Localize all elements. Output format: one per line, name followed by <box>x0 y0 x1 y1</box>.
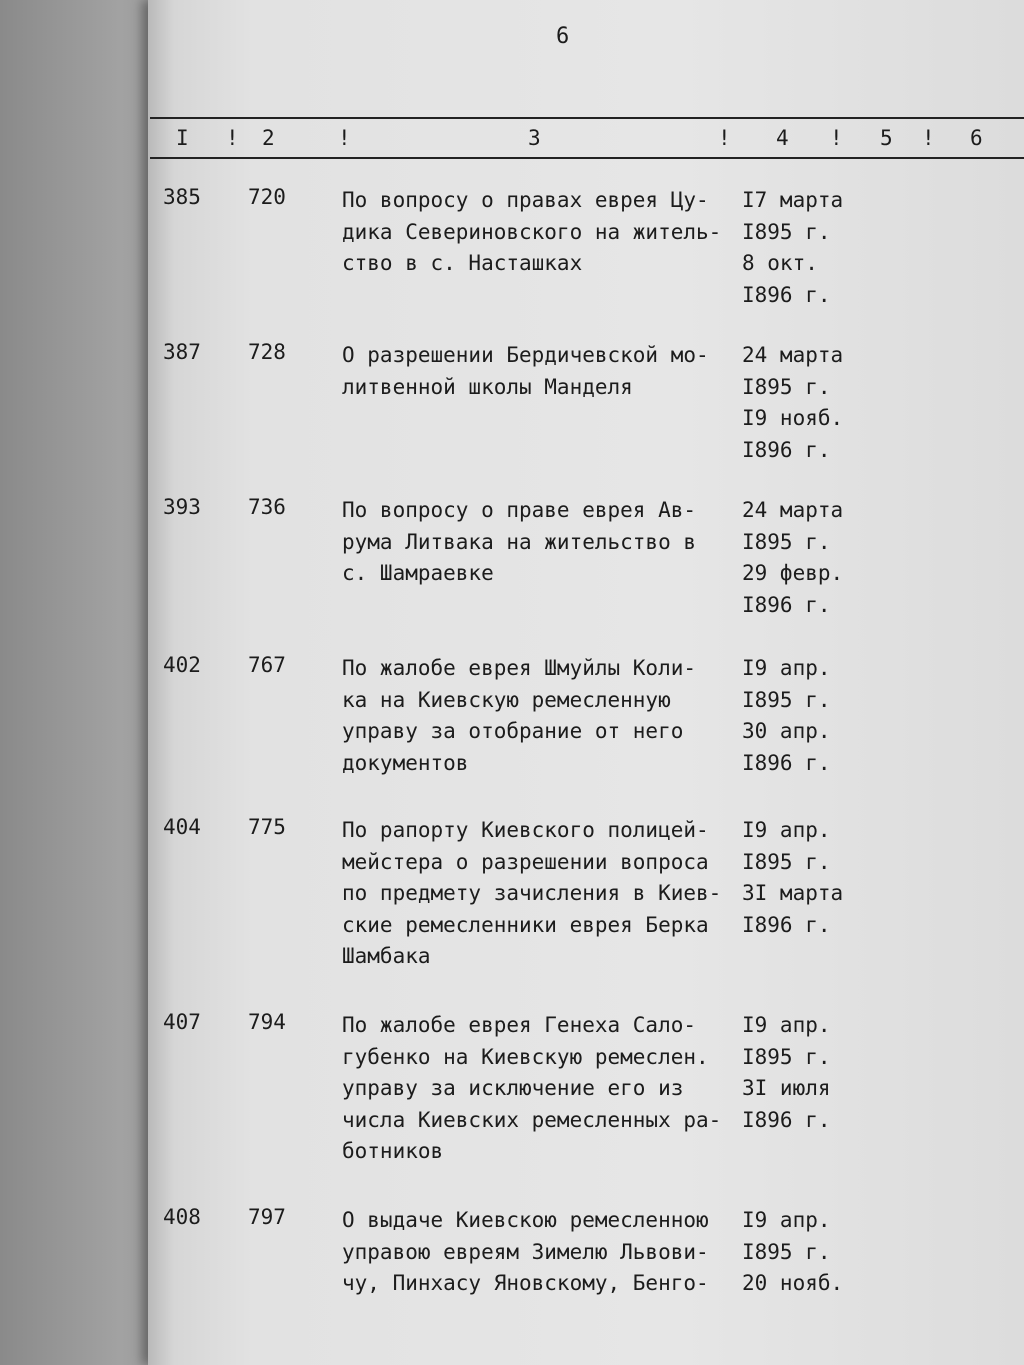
case-number: 728 <box>248 340 286 364</box>
header-column-4: 4 <box>776 126 789 150</box>
case-dates <box>742 815 862 941</box>
description-line: По жалобе еврея Шмуйлы Коли- <box>342 656 697 680</box>
date-line: I9 апр. <box>742 818 831 842</box>
description-line: документов <box>342 750 469 775</box>
date-line: I895 г. <box>742 687 831 712</box>
description-line: управу за исключение его из <box>342 1076 684 1100</box>
case-number: 775 <box>248 815 286 839</box>
date-line: 3I июля <box>742 1076 831 1100</box>
date-line: I896 г. <box>742 592 831 617</box>
case-dates <box>742 1010 862 1136</box>
date-line: I895 г. <box>742 1239 831 1264</box>
date-line: I896 г. <box>742 912 831 937</box>
case-description <box>342 653 742 779</box>
description-line: управу за отобрание от него <box>342 719 684 743</box>
header-separator: ! <box>718 126 731 150</box>
description-line: литвенной школы Манделя <box>342 374 633 399</box>
description-line: дика Севериновского на житель- <box>342 219 722 244</box>
description-line: рума Литвака на жительство в <box>342 529 697 554</box>
row-number: 402 <box>163 653 201 677</box>
description-line: с. Шамраевке <box>342 561 494 585</box>
header-separator: ! <box>830 126 843 150</box>
header-column-2: 2 <box>262 126 275 150</box>
row-number: 408 <box>163 1205 201 1229</box>
header-column-I: I <box>176 126 189 150</box>
case-description <box>342 185 742 280</box>
case-number: 797 <box>248 1205 286 1229</box>
date-line: I895 г. <box>742 1044 831 1069</box>
case-dates <box>742 185 862 311</box>
case-number: 767 <box>248 653 286 677</box>
description-line: ство в с. Насташках <box>342 251 583 275</box>
header-top-rule <box>150 117 1024 119</box>
case-dates <box>742 653 862 779</box>
date-line: 24 марта <box>742 498 844 522</box>
header-separator: ! <box>226 126 239 150</box>
row-number: 404 <box>163 815 201 839</box>
date-line: I9 нояб. <box>742 406 844 430</box>
date-line: I9 апр. <box>742 1013 831 1037</box>
date-line: I9 апр. <box>742 1208 831 1232</box>
description-line: По вопросу о правах еврея Цу- <box>342 188 709 212</box>
description-line: губенко на Киевскую ремеслен. <box>342 1044 709 1069</box>
description-line: По жалобе еврея Генеха Сало- <box>342 1013 697 1037</box>
description-line: О выдаче Киевскою ремесленною <box>342 1208 709 1232</box>
underlying-page <box>0 0 170 1365</box>
case-dates <box>742 495 862 621</box>
header-column-6: 6 <box>970 126 983 150</box>
date-line: I895 г. <box>742 219 831 244</box>
date-line: I896 г. <box>742 1107 831 1132</box>
header-column-3: 3 <box>528 126 541 150</box>
case-description <box>342 495 742 590</box>
header-bottom-rule <box>150 157 1024 159</box>
description-line: О разрешении Бердичевской мо- <box>342 343 709 367</box>
description-line: ботников <box>342 1139 444 1163</box>
date-line: I9 апр. <box>742 656 831 680</box>
case-number: 736 <box>248 495 286 519</box>
row-number: 407 <box>163 1010 201 1034</box>
date-line: I7 марта <box>742 188 844 212</box>
case-description <box>342 1010 742 1168</box>
row-number: 393 <box>163 495 201 519</box>
case-number: 794 <box>248 1010 286 1034</box>
case-description <box>342 1205 742 1300</box>
description-line: мейстера о разрешении вопроса <box>342 849 709 874</box>
date-line: 29 февр. <box>742 561 844 585</box>
case-dates <box>742 340 862 466</box>
date-line: I895 г. <box>742 374 831 399</box>
date-line: I896 г. <box>742 282 831 307</box>
description-line: управою евреям Зимелю Львови- <box>342 1239 709 1264</box>
description-line: По вопросу о праве еврея Ав- <box>342 498 697 522</box>
description-line: чу, Пинхасу Яновскому, Бенго- <box>342 1271 709 1295</box>
header-column-5: 5 <box>880 126 893 150</box>
date-line: I896 г. <box>742 750 831 775</box>
header-separator: ! <box>338 126 351 150</box>
description-line: ка на Киевскую ремесленную <box>342 687 671 712</box>
date-line: 20 нояб. <box>742 1271 844 1295</box>
case-description <box>342 340 742 403</box>
date-line: I895 г. <box>742 849 831 874</box>
case-dates <box>742 1205 862 1300</box>
date-line: 24 марта <box>742 343 844 367</box>
description-line: По рапорту Киевского полицей- <box>342 818 709 842</box>
date-line: 8 окт. <box>742 251 818 275</box>
header-separator: ! <box>922 126 935 150</box>
date-line: 3I марта <box>742 881 844 905</box>
row-number: 387 <box>163 340 201 364</box>
description-line: по предмету зачисления в Киев- <box>342 881 722 905</box>
description-line: числа Киевских ремесленных ра- <box>342 1107 722 1132</box>
row-number: 385 <box>163 185 201 209</box>
case-description <box>342 815 742 973</box>
description-line: ские ремесленники еврея Берка <box>342 912 709 937</box>
case-number: 720 <box>248 185 286 209</box>
date-line: I896 г. <box>742 437 831 462</box>
page-number: 6 <box>556 24 570 49</box>
date-line: 30 апр. <box>742 719 831 743</box>
date-line: I895 г. <box>742 529 831 554</box>
description-line: Шамбака <box>342 944 431 968</box>
